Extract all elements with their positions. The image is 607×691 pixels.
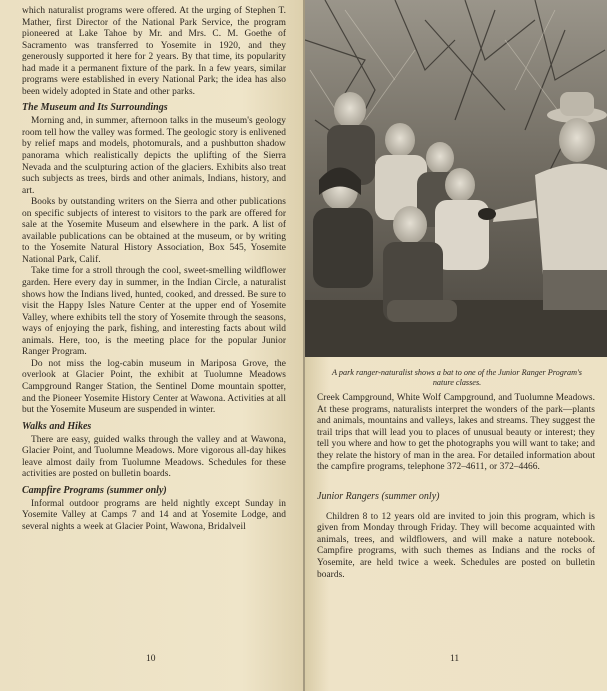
campfire-continued-paragraph: Creek Campground, White Wolf Campground, and Tuolumne Meadows. At these programs, naturalists interpret the wonders of the park—plants and animals, mountains and valleys, lakes and streams. They suggest the trail trips that will lead you to places of unusual beauty or interest; they tell you where and how to get the photographs you will want to take; and they relate the history of man in the area. For detailed information about the campfire programs, telephone 372–4611, or 372–4466.: [317, 393, 595, 473]
museum-heading: The Museum and Its Surroundings: [22, 102, 168, 114]
photo-caption: A park ranger-naturalist shows a bat to one of the Junior Ranger Program's nature classes.: [332, 368, 582, 387]
museum-paragraph-3: Take time for a stroll through the cool, sweet-smelling wildflower garden. Here every day in summer, in the Indian Circle, a naturalist shows how the Indians lived, hunted, cooked, and dressed. Be sure to visit the Happy Isles Nature Center at the upper end of Yosemite Valley, where exhibits tell the story of Yosemite through the seasons, ways of enjoying the park, fishing, and interesting facts about wild animals. Here, too, is the meeting place for the popular Junior Ranger Program.: [22, 266, 286, 358]
intro-paragraph: which naturalist programs were offered. At the urging of Stephen T. Mather, first Director of the National Park Service, the program pioneered at Lake Tahoe by Mr. and Mrs. C. M. Goethe of Sacramento was transferred to Yosemite in 1920, and they generously supported it here for 2 years. By that time, its popularity had made it a permanent fixture of the park. In a few years, similar programs were established in every National Park; the idea has also been widely adopted in State and other parks.: [22, 6, 286, 97]
museum-paragraph-4: Do not miss the log-cabin museum in Mariposa Grove, the overlook at Glacier Point, the exhibit at Tuolumne Meadows Campground Ranger Station, the Sentinel Dome mountain spotter, and the Pioneer Yosemite History Center at Wawona. Activities at all but the Yosemite Museum are suspended in winter.: [22, 358, 286, 416]
ranger-photo-image: [305, 0, 607, 357]
page-number-right: 11: [450, 654, 460, 664]
walks-paragraph: There are easy, guided walks through the valley and at Wawona, Glacier Point, and Tuolumne Meadows. More vigorous all-day hikes leave almost daily from Tuolumne Meadows. Schedules for these activities are posted on bulletin boards.: [22, 434, 286, 480]
right-text-column: [317, 393, 595, 581]
campfire-paragraph: Informal outdoor programs are held nightly except Sunday in Yosemite Valley at Camps 7 and 14 and at Yosemite Lodge, and several nights a week at Glacier Point, Wawona, Bridalveil: [22, 498, 286, 532]
museum-paragraph-1: Morning and, in summer, afternoon talks in the museum's geology room tell how the valley was formed. The geologic story is enlivened by relief maps and models, photomurals, and a pushbutton shadow panorama which realistically depicts the uplifting of the Sierra Nevada and the sculpturing action of the glaciers. Exhibits also treat such subjects as trees, birds and other animals, Indians, history, and art.: [22, 116, 286, 196]
junior-rangers-paragraph: Children 8 to 12 years old are invited to join this program, which is given from Monday through Friday. They will become acquainted with animals, trees, and wildflowers, and will make a nature notebook. Campfire programs, with such themes as Indians and the rocks of Yosemite, are held twice a week. Schedules are posted on bulletin boards.: [317, 511, 595, 580]
ranger-photo: [305, 0, 607, 357]
junior-rangers-heading: Junior Rangers (summer only): [317, 490, 440, 502]
page-number-left: 10: [146, 654, 156, 664]
campfire-heading: Campfire Programs (summer only): [22, 484, 167, 496]
right-page: [305, 0, 607, 691]
walks-heading: Walks and Hikes: [22, 420, 92, 432]
left-page: [0, 0, 303, 691]
museum-paragraph-2: Books by outstanding writers on the Sierra and other publications on specific subjects of interest to visitors to the park are offered for sale at the Yosemite Museum and elsewhere in the park. A list of available publications can be obtained at the museum, or by writing to the Yosemite Natural History Association, Box 545, Yosemite National Park, Calif.: [22, 197, 286, 265]
left-text-column: [22, 6, 286, 533]
